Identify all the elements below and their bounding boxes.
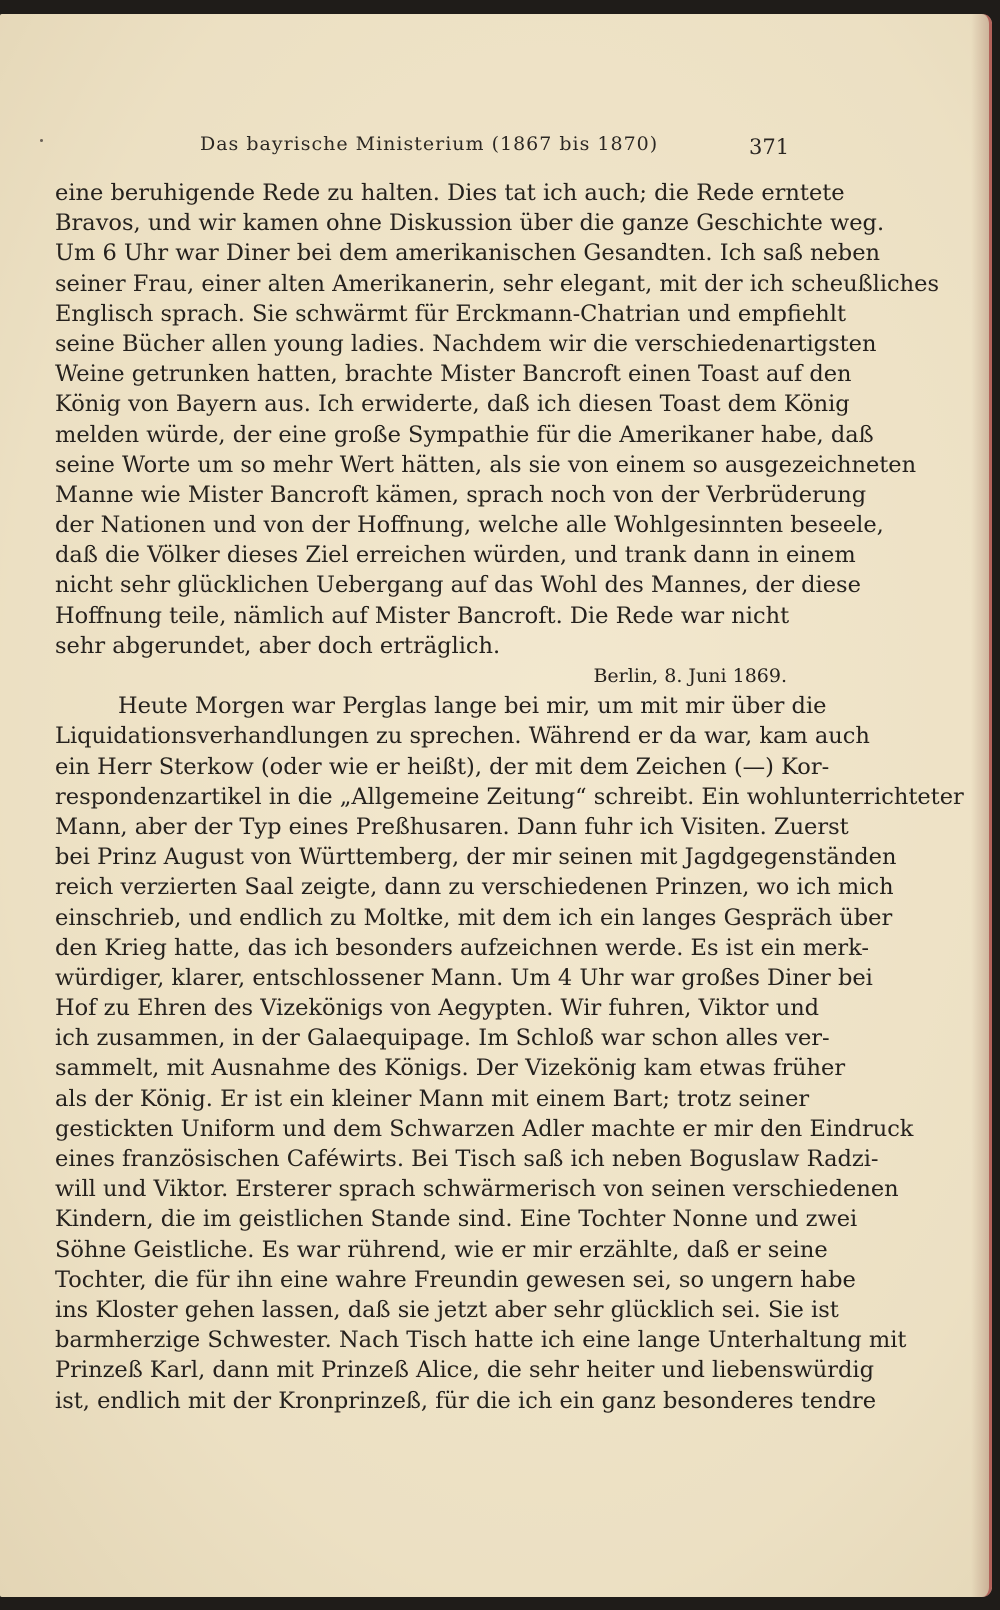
text-line: nicht sehr glücklichen Uebergang auf das Wohl des Mannes, der diese bbox=[55, 572, 861, 599]
text-line: daß die Völker dieses Ziel erreichen würden, und trank dann in einem bbox=[55, 542, 856, 569]
text-line: eines französischen Caféwirts. Bei Tisch saß ich neben Boguslaw Radzi- bbox=[55, 1146, 879, 1172]
text-line: König von Bayern aus. Ich erwiderte, daß ich diesen Toast dem König bbox=[55, 391, 850, 418]
text-line: respondenzartikel in die „Allgemeine Zeitung“ schreibt. Ein wohlunterrichteter bbox=[55, 783, 964, 810]
text-line: den Krieg hatte, das ich besonders aufzeichnen werde. Es ist ein merk- bbox=[55, 934, 869, 961]
text-line: seiner Frau, einer alten Amerikanerin, sehr elegant, mit der ich scheußliches bbox=[55, 270, 939, 297]
text-line: sammelt, mit Ausnahme des Königs. Der Vizekönig kam etwas früher bbox=[55, 1055, 846, 1082]
text-line: Bravos, und wir kamen ohne Diskussion über die ganze Geschichte weg. bbox=[55, 210, 885, 237]
text-line: seine Worte um so mehr Wert hätten, als sie von einem so ausgezeichneten bbox=[55, 451, 917, 478]
page-header bbox=[0, 131, 1000, 161]
text-line: Manne wie Mister Bancroft kämen, sprach noch von der Verbrüderung bbox=[55, 481, 867, 508]
text-line: will und Viktor. Ersterer sprach schwärmerisch von seinen verschiedenen bbox=[55, 1176, 899, 1203]
page-edge bbox=[971, 14, 992, 1597]
text-line: bei Prinz August von Württemberg, der mir seinen mit Jagdgegenständen bbox=[55, 844, 897, 871]
text-line: Hoffnung teile, nämlich auf Mister Bancroft. Die Rede war nicht bbox=[55, 602, 790, 629]
text-line: würdiger, klarer, entschlossener Mann. Um 4 Uhr war großes Diner bei bbox=[55, 964, 873, 991]
text-line: gestickten Uniform und dem Schwarzen Adler machte er mir den Eindruck bbox=[55, 1115, 914, 1142]
text-line: Kindern, die im geistlichen Stande sind. Eine Tochter Nonne und zwei bbox=[55, 1206, 858, 1233]
text-line: ich zusammen, in der Galaequipage. Im Schloß war schon alles ver- bbox=[55, 1025, 830, 1052]
text-line: reich verzierten Saal zeigte, dann zu verschiedenen Prinzen, wo ich mich bbox=[55, 874, 894, 901]
text-line: seine Bücher allen young ladies. Nachdem wir die verschiedenartigsten bbox=[55, 330, 877, 357]
text-line: barmherzige Schwester. Nach Tisch hatte ich eine lange Unterhaltung mit bbox=[55, 1327, 907, 1354]
page-number: 371 bbox=[749, 135, 790, 159]
text-line: Um 6 Uhr war Diner bei dem amerikanischen Gesandten. Ich saß neben bbox=[55, 240, 881, 267]
text-line: Mann, aber der Typ eines Preßhusaren. Dann fuhr ich Visiten. Zuerst bbox=[55, 813, 849, 840]
text-line: Tochter, die für ihn eine wahre Freundin gewesen sei, so ungern habe bbox=[55, 1266, 856, 1293]
running-head: Das bayrische Ministerium (1867 bis 1870) bbox=[200, 133, 659, 155]
text-line: Prinzeß Karl, dann mit Prinzeß Alice, die sehr heiter und liebenswürdig bbox=[55, 1357, 874, 1384]
text-line: als der König. Er ist ein kleiner Mann mit einem Bart; trotz seiner bbox=[55, 1085, 810, 1112]
text-line: ein Herr Sterkow (oder wie er heißt), der mit dem Zeichen (—) Kor- bbox=[55, 753, 830, 780]
text-line: Söhne Geistliche. Es war rührend, wie er mir erzählte, daß er seine bbox=[55, 1236, 828, 1263]
text-line: melden würde, der eine große Sympathie für die Amerikaner habe, daß bbox=[55, 421, 874, 448]
text-line: der Nationen und von der Hoffnung, welche alle Wohlgesinnten beseele, bbox=[55, 512, 884, 539]
dateline: Berlin, 8. Juni 1869. bbox=[593, 665, 787, 687]
text-line: Heute Morgen war Perglas lange bei mir, um mit mir über die bbox=[118, 693, 827, 720]
text-line: Liquidationsverhandlungen zu sprechen. Während er da war, kam auch bbox=[55, 723, 870, 750]
paragraph-diner bbox=[55, 178, 939, 661]
text-line: Hof zu Ehren des Vizekönigs von Aegypten. Wir fuhren, Viktor und bbox=[55, 995, 820, 1022]
text-line: einschrieb, und endlich zu Moltke, mit dem ich ein langes Gespräch über bbox=[55, 904, 893, 931]
text-line: eine beruhigende Rede zu halten. Dies tat ich auch; die Rede erntete bbox=[55, 180, 845, 206]
text-line: Weine getrunken hatten, brachte Mister Bancroft einen Toast auf den bbox=[55, 361, 852, 388]
paragraph-visits bbox=[55, 691, 964, 1416]
text-line: ins Kloster gehen lassen, daß sie jetzt aber sehr glücklich sei. Sie ist bbox=[55, 1296, 839, 1323]
text-line: ist, endlich mit der Kronprinzeß, für die ich ein ganz besonderes tendre bbox=[55, 1387, 877, 1414]
text-line: sehr abgerundet, aber doch erträglich. bbox=[55, 632, 501, 659]
text-line: Englisch sprach. Sie schwärmt für Erckmann-Chatrian und empfiehlt bbox=[55, 300, 846, 327]
body-text bbox=[55, 178, 964, 1416]
